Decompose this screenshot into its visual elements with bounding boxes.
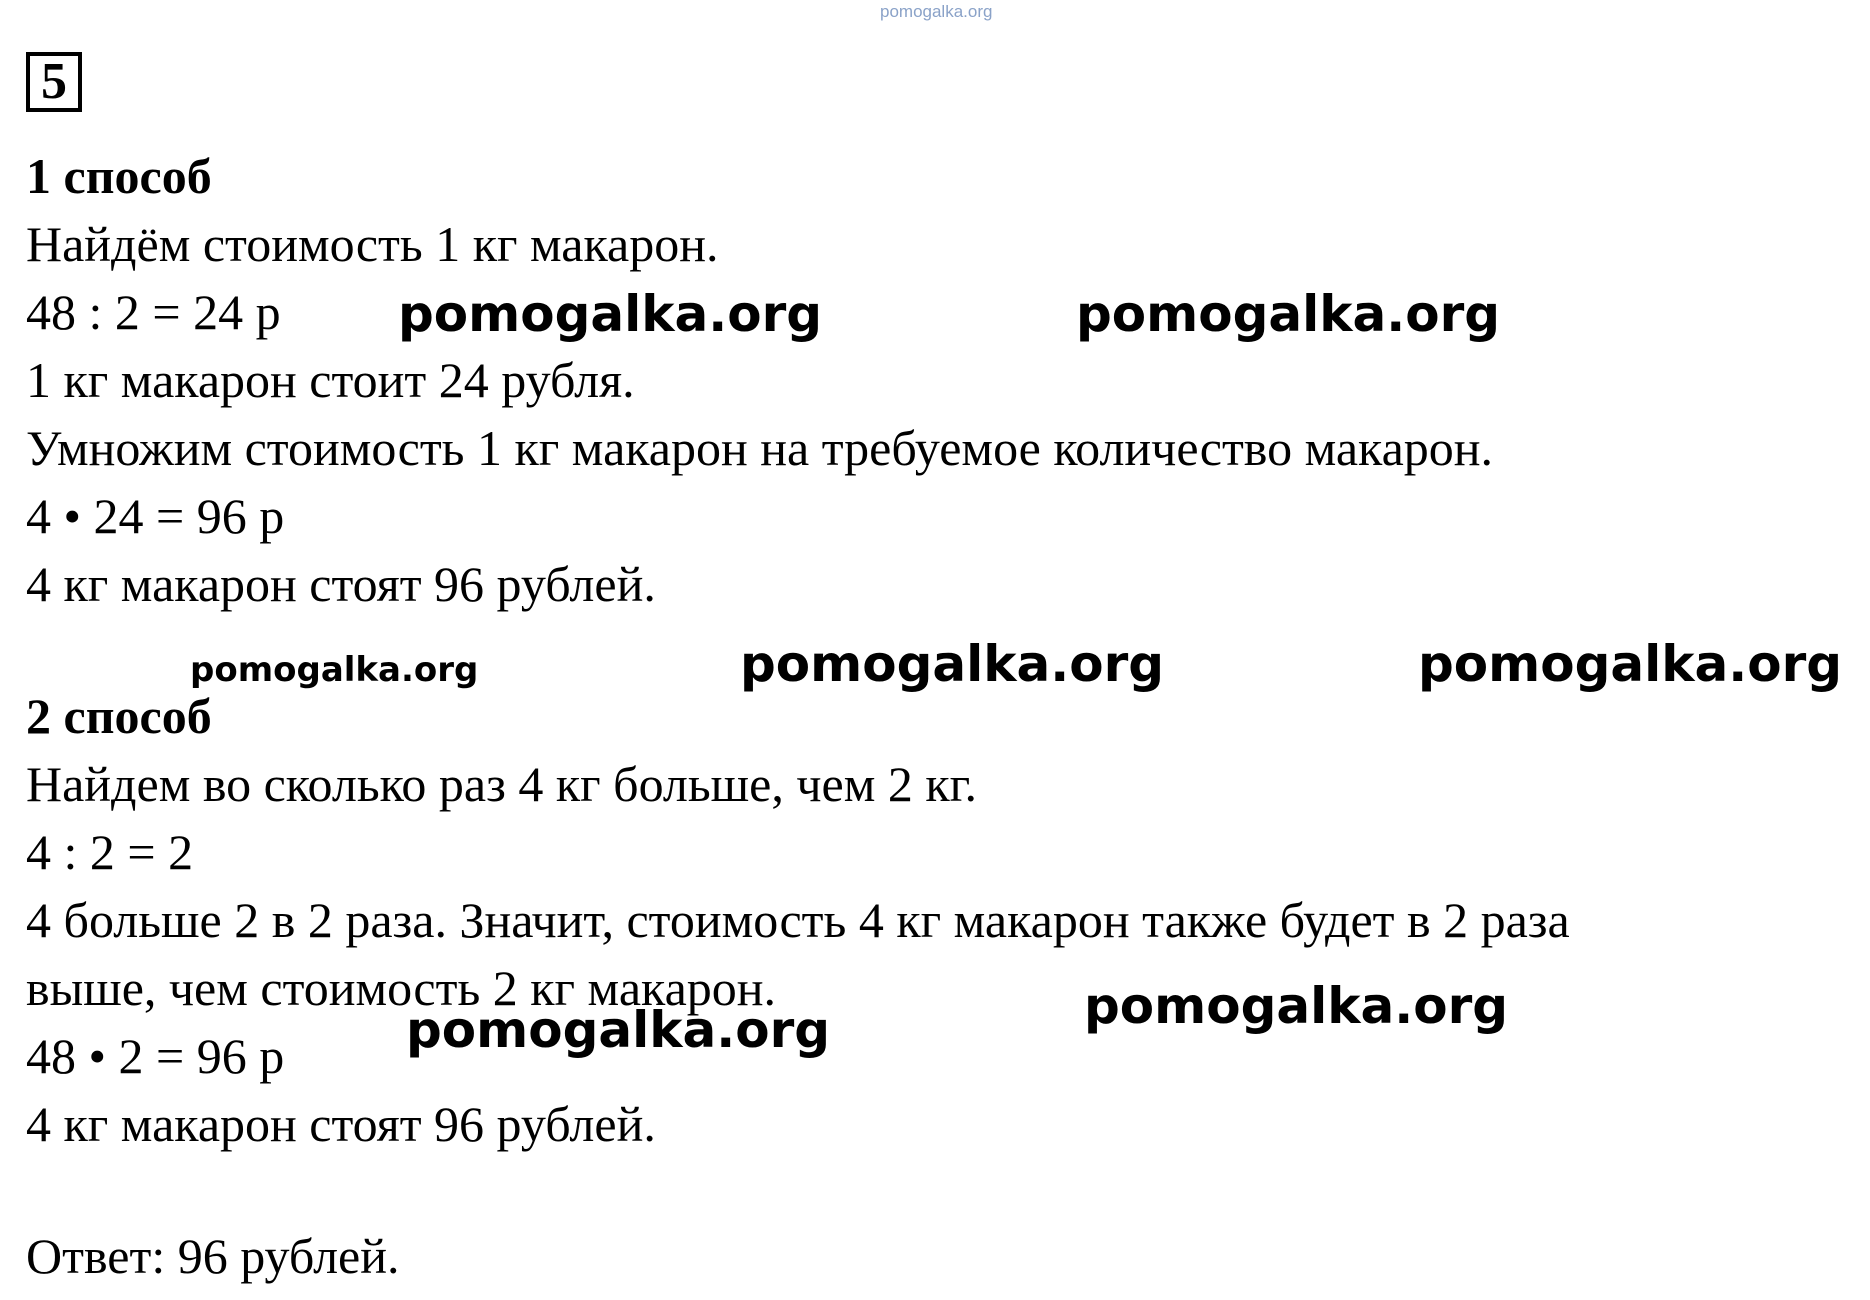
method1-line-2: 48 : 2 = 24 р [26, 284, 281, 340]
method2-line-2: 4 : 2 = 2 [26, 824, 194, 880]
method2-line-3: 4 больше 2 в 2 раза. Значит, стоимость 4 кг макарон также будет в 2 раза [26, 892, 1570, 948]
method1-line-6: 4 кг макарон стоят 96 рублей. [26, 556, 656, 612]
top-watermark: pomogalka.org [880, 2, 993, 21]
method2-line-6: 4 кг макарон стоят 96 рублей. [26, 1096, 656, 1152]
watermark-text: pomogalka.org [1418, 635, 1843, 693]
method1-line-1: Найдём стоимость 1 кг макарон. [26, 216, 719, 272]
watermark-text: pomogalka.org [1084, 977, 1509, 1035]
method1-line-4: Умножим стоимость 1 кг макарон на требуемое количество макарон. [26, 420, 1494, 476]
task-number-box: 5 [26, 52, 82, 112]
watermark-text: pomogalka.org [406, 1001, 831, 1059]
watermark-text: pomogalka.org [190, 650, 479, 690]
method2-line-4: выше, чем стоимость 2 кг макарон. [26, 960, 777, 1016]
method2-line-1: Найдем во сколько раз 4 кг больше, чем 2 кг. [26, 756, 978, 812]
method1-line-3: 1 кг макарон стоит 24 рубля. [26, 352, 635, 408]
method2-title: 2 способ [26, 688, 212, 744]
method1-title: 1 способ [26, 148, 212, 204]
method1-line-5: 4 • 24 = 96 р [26, 488, 285, 544]
watermark-text: pomogalka.org [740, 635, 1165, 693]
method2-line-5: 48 • 2 = 96 р [26, 1028, 285, 1084]
watermark-text: pomogalka.org [1076, 285, 1501, 343]
answer-line: Ответ: 96 рублей. [26, 1228, 400, 1284]
watermark-text: pomogalka.org [398, 285, 823, 343]
